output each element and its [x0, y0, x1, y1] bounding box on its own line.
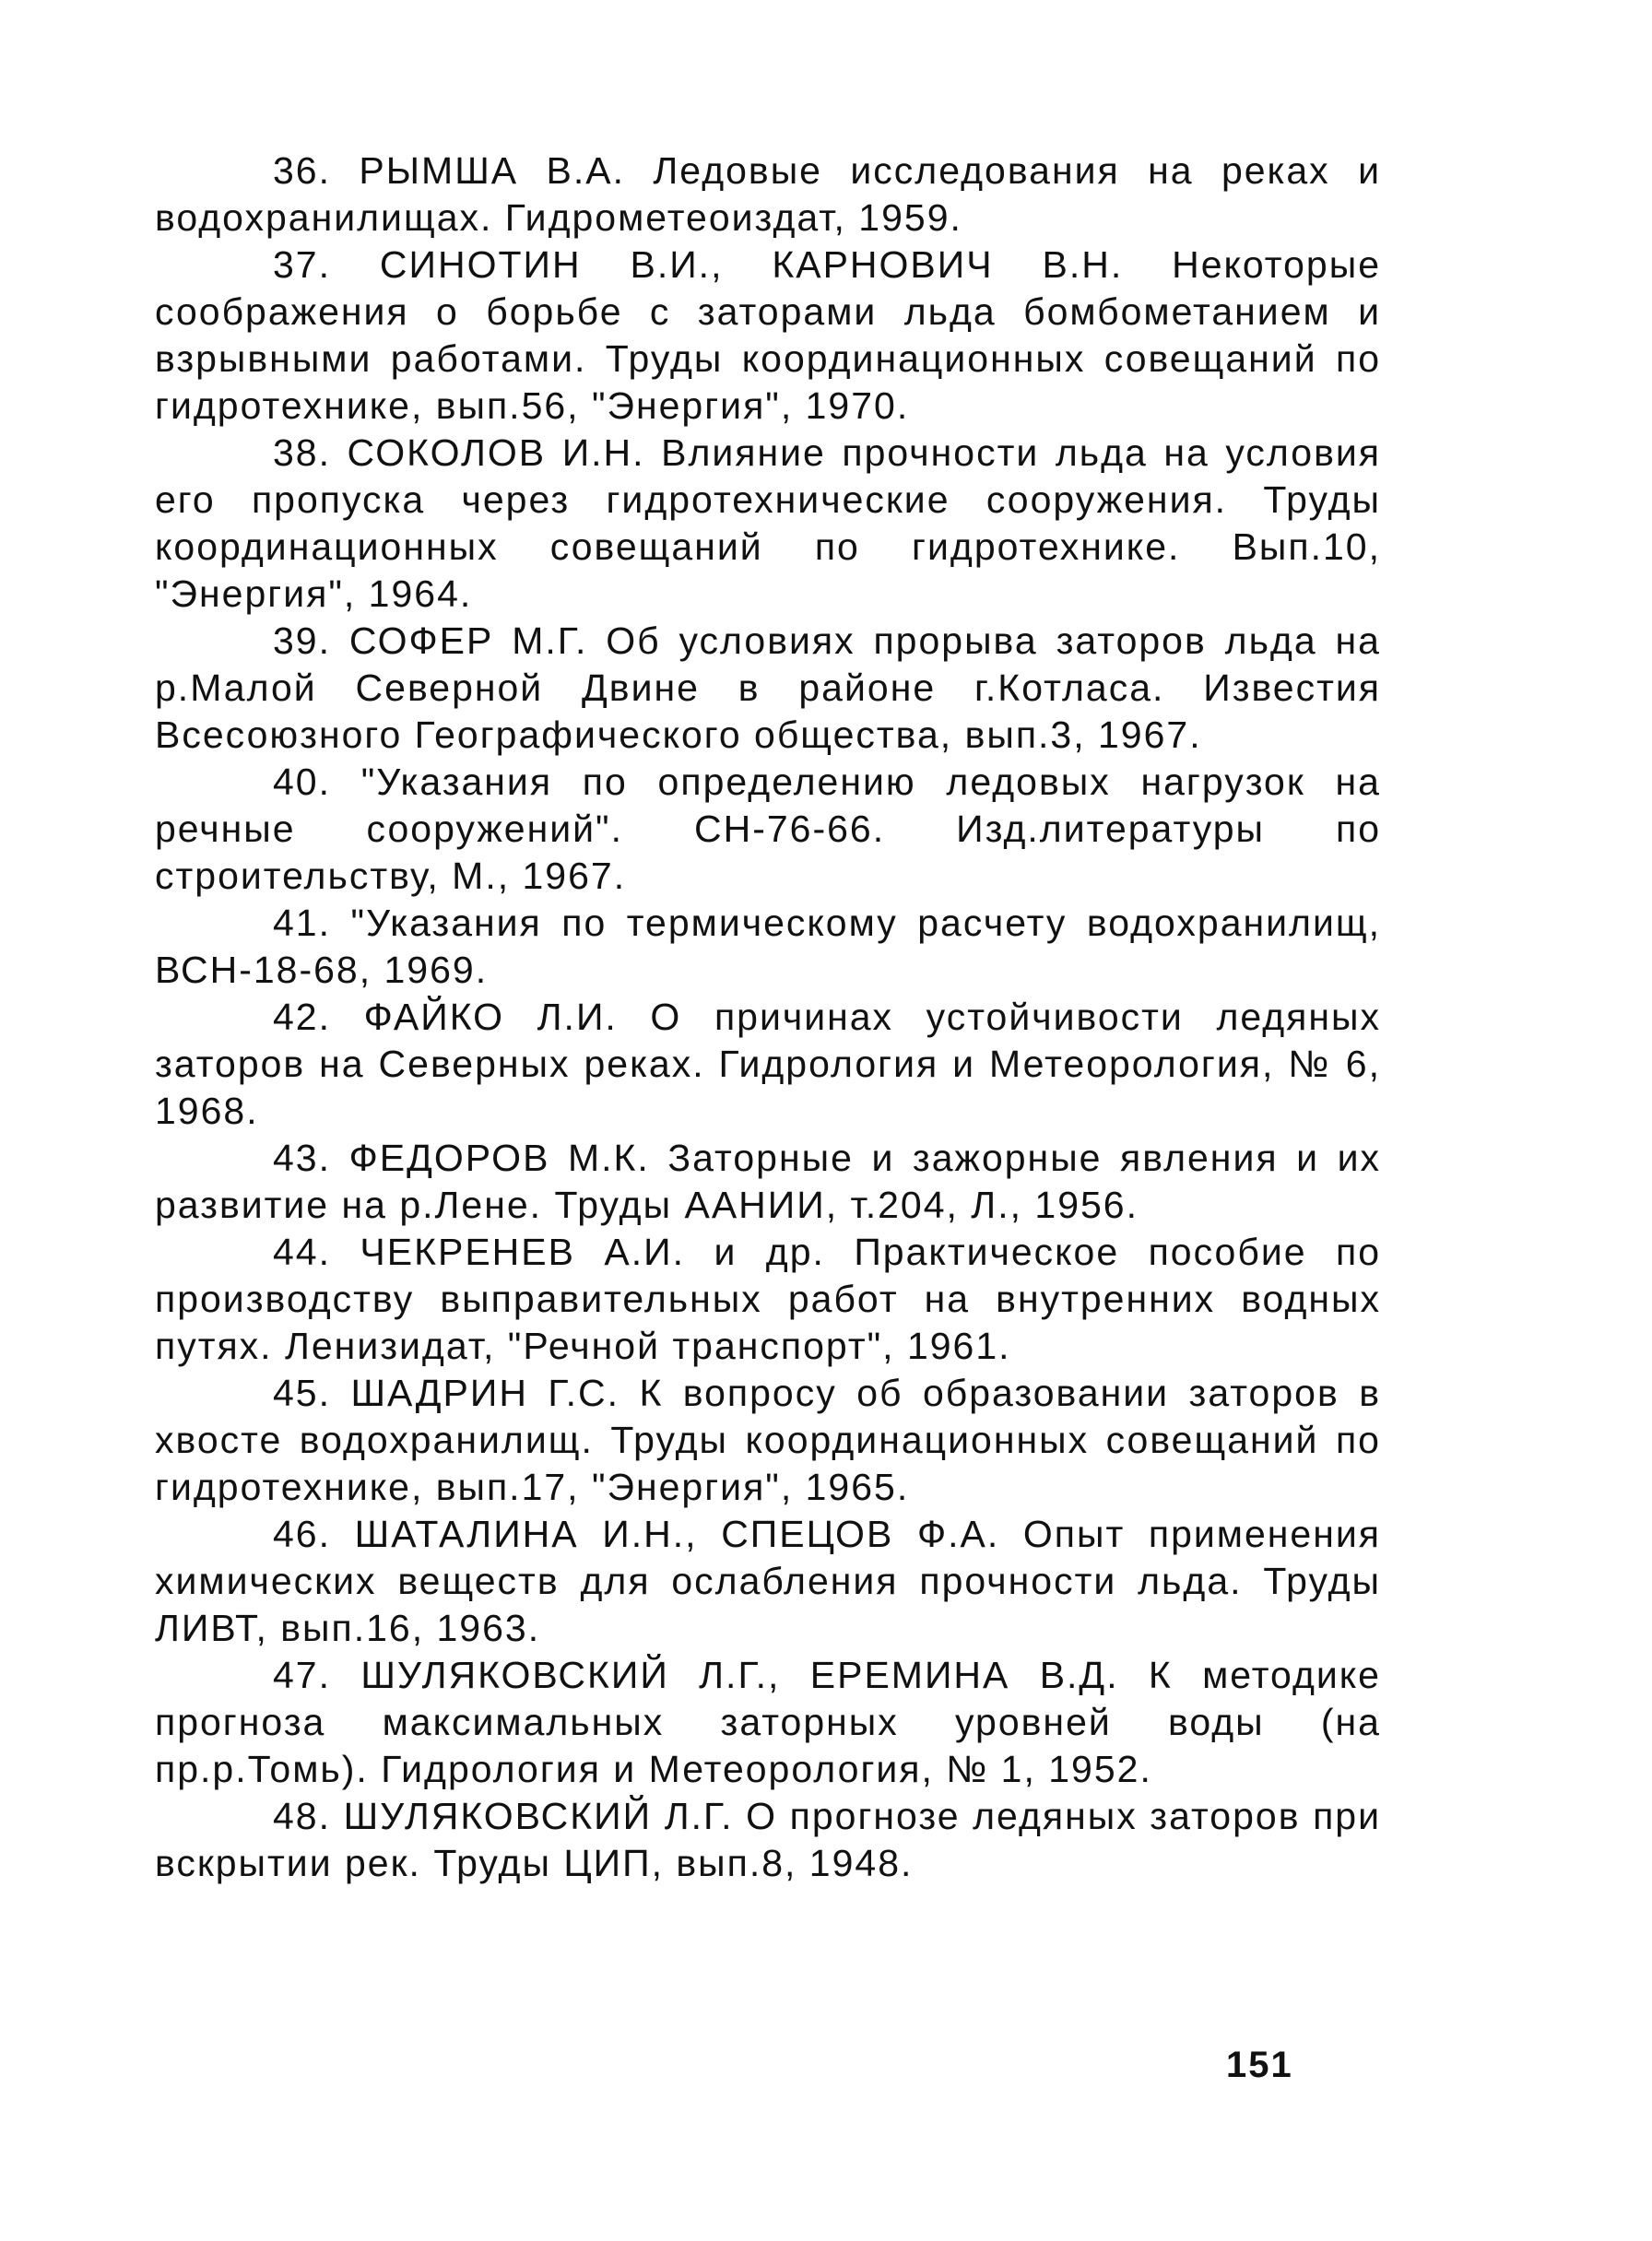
reference-entry-36: 36. РЫМША В.А. Ледовые исследования на реках и водохранилищах. Гидрометеоиздат, 1959.: [155, 149, 1381, 239]
reference-entry-45: 45. ШАДРИН Г.С. К вопросу об образовании заторов в хвосте водохранилищ. Труды координационных совещаний по гидротехнике, вып.17, "Энергия", 1965.: [155, 1372, 1381, 1508]
reference-entry-43: 43. ФЕДОРОВ М.К. Заторные и зажорные явления и их развитие на р.Лене. Труды ААНИИ, т.204, Л., 1956.: [155, 1137, 1381, 1226]
reference-entry-44: 44. ЧЕКРЕНЕВ А.И. и др. Практическое пособие по производству выправительных работ на внутренних водных путях. Ленизидат, "Речной транспорт", 1961.: [155, 1231, 1381, 1367]
reference-entry-38: 38. СОКОЛОВ И.Н. Влияние прочности льда на условия его пропуска через гидротехнические сооружения. Труды координационных совещаний по гидротехнике. Вып.10, "Энергия", 1964.: [155, 431, 1381, 615]
reference-list: [155, 147, 1381, 1887]
reference-entry-48: 48. ШУЛЯКОВСКИЙ Л.Г. О прогнозе ледяных заторов при вскрытии рек. Труды ЦИП, вып.8, 1948.: [155, 1795, 1381, 1884]
reference-entry-37: 37. СИНОТИН В.И., КАРНОВИЧ В.Н. Некоторые соображения о борьбе с заторами льда бомбометанием и взрывными работами. Труды координационных совещаний по гидротехнике, вып.56, "Энергия", 1970.: [155, 243, 1381, 427]
reference-entry-40: 40. "Указания по определению ледовых нагрузок на речные сооружений". СН-76-66. Изд.литературы по строительству, М., 1967.: [155, 761, 1381, 897]
page-number: 151: [1226, 2045, 1293, 2085]
reference-entry-42: 42. ФАЙКО Л.И. О причинах устойчивости ледяных заторов на Северных реках. Гидрология и Метеорология, № 6, 1968.: [155, 996, 1381, 1132]
reference-entry-46: 46. ШАТАЛИНА И.Н., СПЕЦОВ Ф.А. Опыт применения химических веществ для ослабления прочности льда. Труды ЛИВТ, вып.16, 1963.: [155, 1513, 1381, 1649]
reference-entry-47: 47. ШУЛЯКОВСКИЙ Л.Г., ЕРЕМИНА В.Д. К методике прогноза максимальных заторных уровней воды (на пр.р.Томь). Гидрология и Метеорология, № 1, 1952.: [155, 1654, 1381, 1790]
reference-entry-41: 41. "Указания по термическому расчету водохранилищ, ВСН-18-68, 1969.: [155, 902, 1381, 991]
reference-entry-39: 39. СОФЕР М.Г. Об условиях прорыва заторов льда на р.Малой Северной Двине в районе г.Котласа. Известия Всесоюзного Географического общества, вып.3, 1967.: [155, 619, 1381, 756]
